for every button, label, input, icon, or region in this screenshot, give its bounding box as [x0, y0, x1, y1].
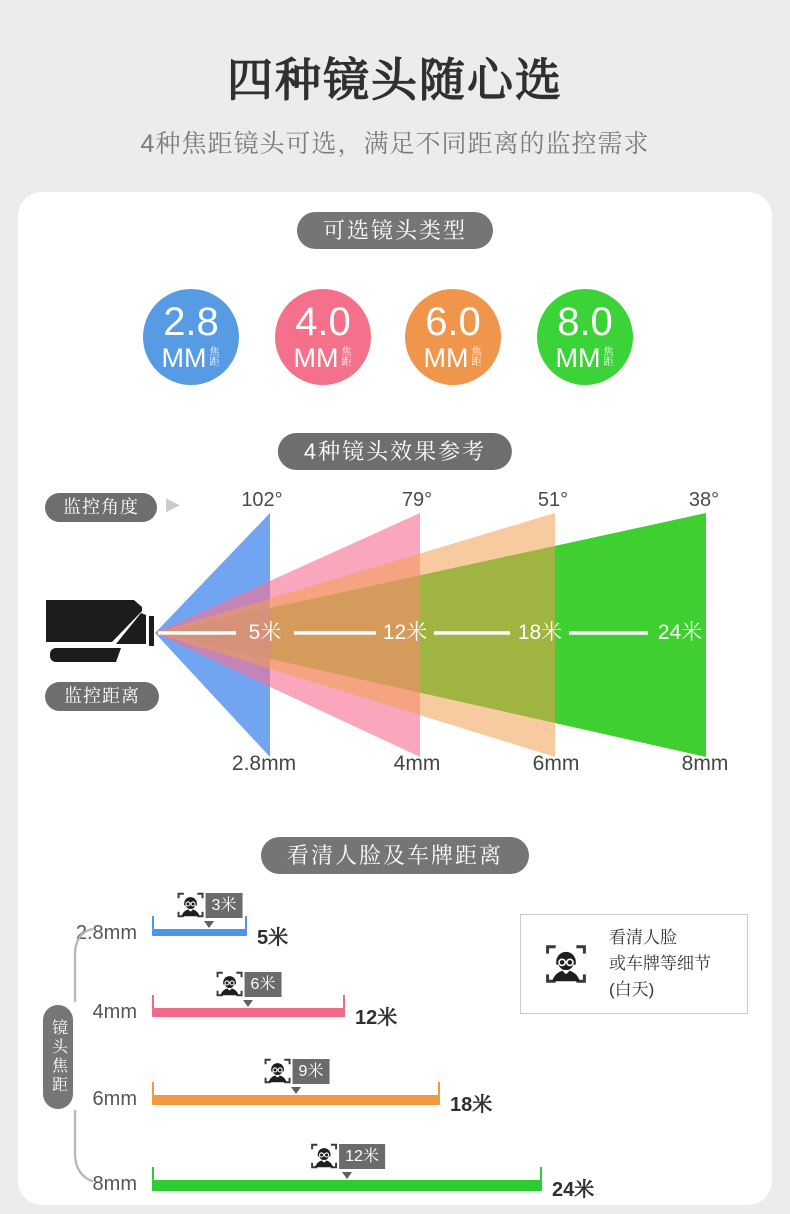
bar-end-tick — [343, 995, 345, 1008]
page-subtitle: 4种焦距镜头可选，满足不同距离的监控需求 — [140, 130, 650, 158]
face-distance-badge: 12米 — [339, 1144, 385, 1169]
lens-circle-6.0mm — [405, 289, 501, 385]
lens-unit: MM — [555, 343, 601, 373]
pointer-down-icon — [342, 1172, 352, 1179]
section-header-lens-types: 可选镜头类型 — [297, 212, 493, 249]
bar-start-tick — [152, 1167, 154, 1180]
distance-label-18m: 18米 — [517, 621, 563, 644]
lens-value: 6.0 — [425, 300, 481, 344]
distance-tag: 监控距离 — [45, 682, 159, 711]
face-detect-icon — [543, 941, 589, 987]
face-marker — [215, 969, 282, 999]
lens-circle-8.0mm — [537, 289, 633, 385]
cone-lens-label-6mm: 6mm — [532, 752, 580, 775]
face-marker — [176, 890, 243, 920]
bar-end-tick — [438, 1082, 440, 1095]
lens-value: 8.0 — [557, 300, 613, 344]
max-distance-label: 24米 — [552, 1179, 595, 1201]
axis-title: 镜头焦距 — [49, 1019, 67, 1095]
max-distance-label: 5米 — [257, 927, 289, 949]
lens-suffix: 焦距 — [209, 347, 220, 368]
angle-label-2.8mm: 102° — [241, 489, 283, 511]
cone-lens-label-8mm: 8mm — [681, 752, 729, 775]
distance-bar — [152, 1008, 345, 1017]
lens-unit: MM — [161, 343, 207, 373]
face-detect-icon — [263, 1056, 293, 1086]
angle-label-6mm: 51° — [537, 489, 569, 511]
legend-box — [520, 914, 748, 1014]
distance-label-24m: 24米 — [657, 621, 703, 644]
triangle-right-icon: ▶ — [166, 494, 180, 514]
lens-unit: MM — [293, 343, 339, 373]
angle-label-4mm: 79° — [401, 489, 433, 511]
lens-value: 4.0 — [295, 300, 351, 344]
legend-line-1: 看清人脸 — [609, 928, 677, 947]
angle-label-8mm: 38° — [688, 489, 720, 511]
face-distance-badge: 9米 — [293, 1059, 330, 1084]
lens-suffix: 焦距 — [603, 347, 614, 368]
face-marker — [309, 1141, 385, 1171]
bar-start-tick — [152, 916, 154, 929]
lens-circle-2.8mm — [143, 289, 239, 385]
row-lens-label: 8mm — [92, 1173, 137, 1195]
distance-bar — [152, 1180, 542, 1191]
max-distance-label: 18米 — [450, 1094, 493, 1116]
legend-line-3: (白天) — [609, 980, 655, 999]
bar-start-tick — [152, 1082, 154, 1095]
distance-bar — [152, 1095, 440, 1105]
pointer-down-icon — [291, 1087, 301, 1094]
legend-line-2: 或车牌等细节 — [609, 954, 711, 973]
cone-lens-label-4mm: 4mm — [393, 752, 441, 775]
face-distance-badge: 6米 — [245, 972, 282, 997]
bar-end-tick — [245, 916, 247, 929]
face-marker — [263, 1056, 330, 1086]
lens-suffix: 焦距 — [341, 347, 352, 368]
section-header-face-distance: 看清人脸及车牌距离 — [261, 837, 529, 874]
distance-label-5m: 5米 — [248, 621, 282, 644]
cctv-camera-icon — [46, 598, 158, 666]
row-lens-label: 2.8mm — [75, 922, 137, 944]
max-distance-label: 12米 — [355, 1007, 398, 1029]
row-lens-label: 4mm — [92, 1001, 137, 1023]
angle-tag: 监控角度 — [45, 493, 157, 522]
lens-unit: MM — [423, 343, 469, 373]
distance-label-12m: 12米 — [382, 621, 428, 644]
content-card — [18, 192, 772, 1205]
lens-circle-4.0mm — [275, 289, 371, 385]
page-title: 四种镜头随心选 — [227, 54, 563, 106]
face-distance-badge: 3米 — [206, 893, 243, 918]
face-detect-icon — [215, 969, 245, 999]
bar-start-tick — [152, 995, 154, 1008]
pointer-down-icon — [204, 921, 214, 928]
row-lens-label: 6mm — [92, 1088, 137, 1110]
cone-lens-label-2.8mm: 2.8mm — [231, 752, 297, 775]
bar-end-tick — [540, 1167, 542, 1180]
face-detect-icon — [176, 890, 206, 920]
face-detect-icon — [309, 1141, 339, 1171]
pointer-down-icon — [243, 1000, 253, 1007]
lens-value: 2.8 — [163, 300, 219, 344]
axis-title-pill — [43, 1005, 73, 1109]
lens-suffix: 焦距 — [471, 347, 482, 368]
section-header-effect: 4种镜头效果参考 — [278, 433, 512, 470]
distance-bar — [152, 929, 247, 936]
